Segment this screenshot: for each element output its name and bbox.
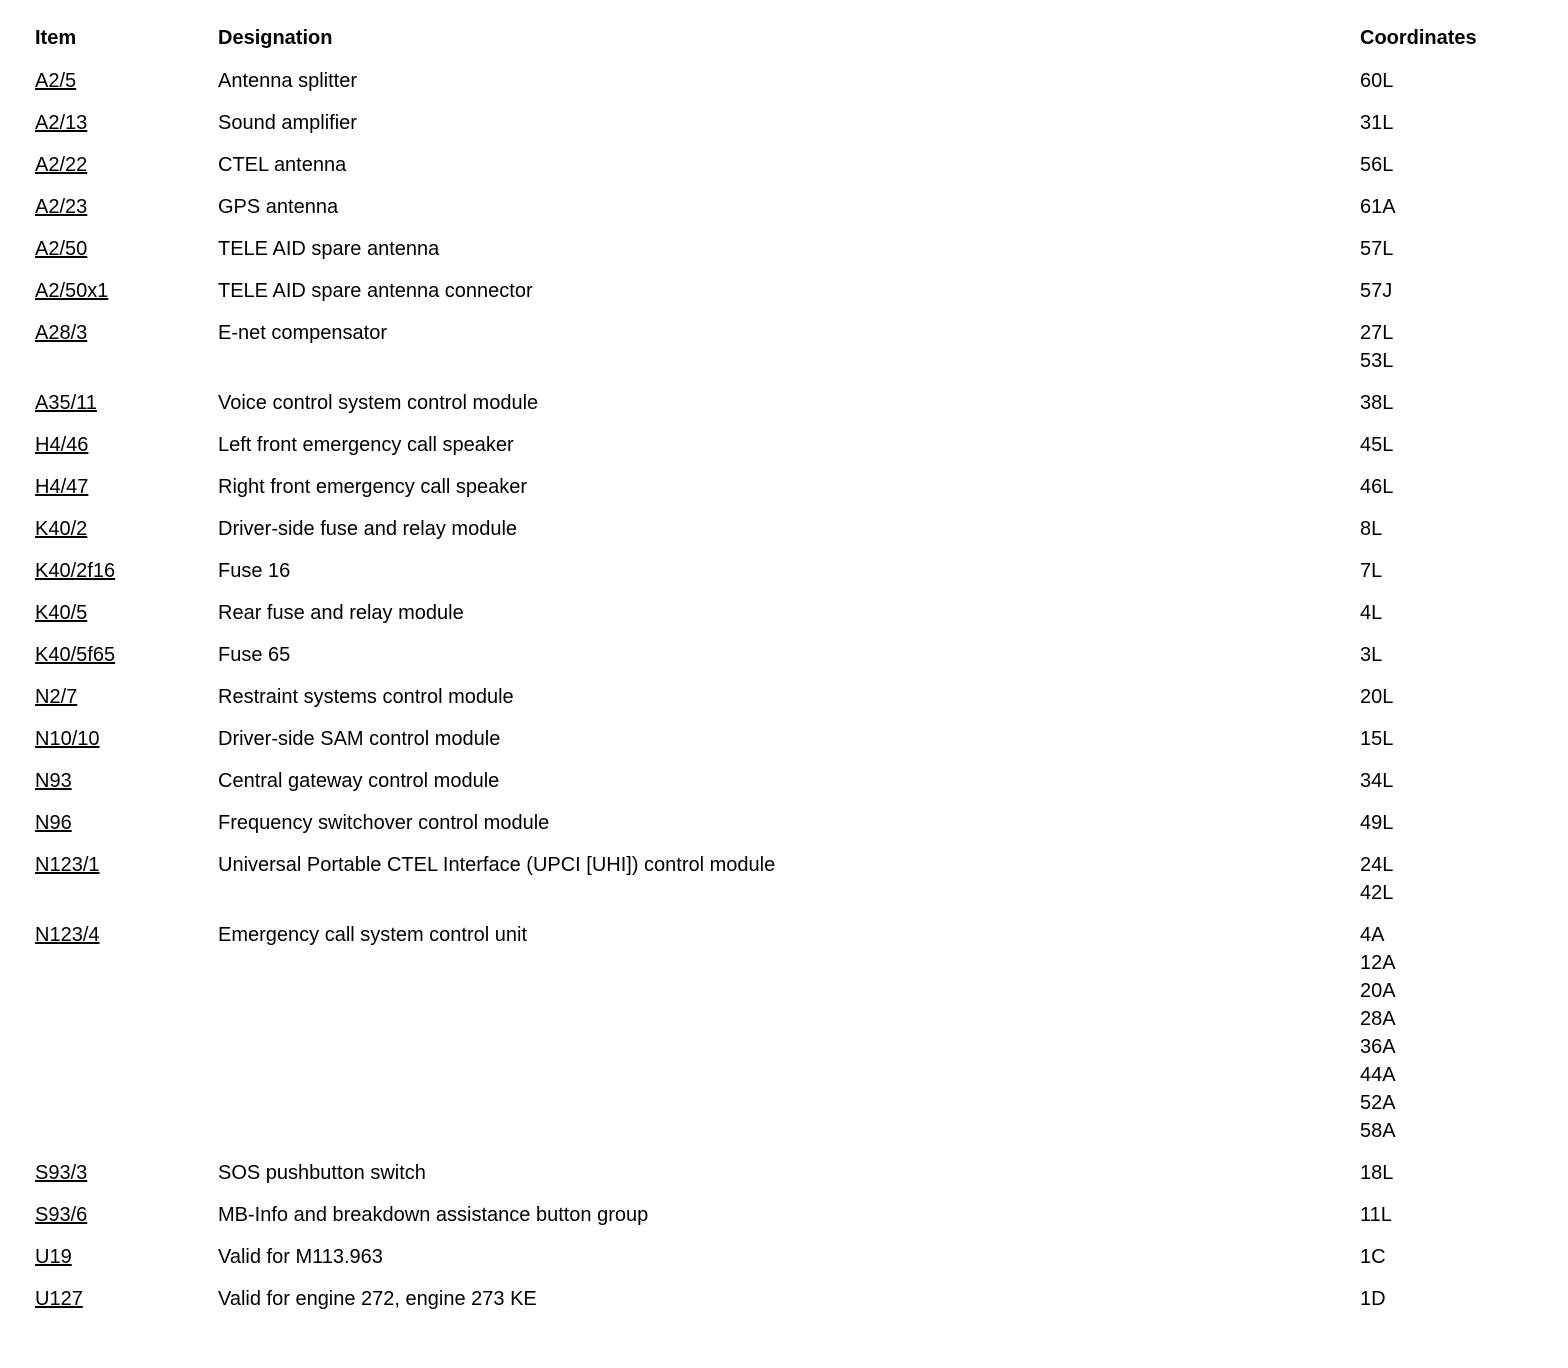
designation-text: Sound amplifier [218,112,357,134]
item-code-link[interactable]: A35/11 [35,392,97,414]
coordinates-cell [1360,235,1538,263]
designation-text: Voice control system control module [218,392,539,414]
table-header [35,24,1538,52]
designation-text: Valid for M113.963 [218,1246,383,1268]
designation-text: Restraint systems control module [218,686,514,708]
item-code-link[interactable]: N123/4 [35,924,100,946]
table-row [35,725,1538,753]
designation-text: Right front emergency call speaker [218,476,528,498]
coordinate-value: 20A [1360,980,1396,1002]
coordinates-cell [1360,641,1538,669]
coordinate-value: 7L [1360,560,1383,582]
coordinates-cell [1360,431,1538,459]
coordinate-value: 1D [1360,1288,1386,1310]
coordinates-cell [1360,921,1538,1145]
coordinate-value: 8L [1360,518,1383,540]
designation-text: SOS pushbutton switch [218,1162,426,1184]
item-code-link[interactable]: U19 [35,1246,72,1268]
coordinates-cell [1360,1243,1538,1271]
table-row [35,277,1538,305]
table-row [35,473,1538,501]
table-row [35,193,1538,221]
item-code-link[interactable]: S93/3 [35,1162,88,1184]
item-code-link[interactable]: K40/2 [35,518,88,540]
coordinate-value: 53L [1360,350,1394,372]
table-row [35,109,1538,137]
coordinate-value: 57L [1360,238,1394,260]
coordinates-cell [1360,557,1538,585]
item-code-link[interactable]: H4/46 [35,434,89,456]
designation-text: MB-Info and breakdown assistance button group [218,1204,649,1226]
designation-text: TELE AID spare antenna [218,238,440,260]
coordinates-cell [1360,851,1538,907]
coordinates-cell [1360,767,1538,795]
coordinates-cell [1360,277,1538,305]
item-code-link[interactable]: A2/5 [35,70,77,92]
coordinate-value: 38L [1360,392,1394,414]
table-row [35,389,1538,417]
designation-text: Driver-side fuse and relay module [218,518,518,540]
item-code-link[interactable]: N96 [35,812,72,834]
coordinate-value: 36A [1360,1036,1396,1058]
coordinates-cell [1360,151,1538,179]
designation-text: Frequency switchover control module [218,812,550,834]
table-row [35,809,1538,837]
table-row [35,319,1538,375]
table-body [35,67,1538,1313]
coordinate-value: 1C [1360,1246,1386,1268]
designation-text: Emergency call system control unit [218,924,528,946]
coordinate-value: 12A [1360,952,1396,974]
coordinates-cell [1360,515,1538,543]
item-code-link[interactable]: A2/50x1 [35,280,109,302]
coordinate-value: 56L [1360,154,1394,176]
table-row [35,767,1538,795]
designation-text: Universal Portable CTEL Interface (UPCI [UHI]) control module [218,854,776,876]
designation-text: GPS antenna [218,196,339,218]
item-code-link[interactable]: K40/5f65 [35,644,116,666]
table-row [35,151,1538,179]
table-row [35,641,1538,669]
coordinate-value: 58A [1360,1120,1396,1142]
designation-text: Central gateway control module [218,770,500,792]
coordinates-cell [1360,319,1538,375]
item-code-link[interactable]: A2/23 [35,196,88,218]
item-code-link[interactable]: U127 [35,1288,83,1310]
coordinate-value: 42L [1360,882,1394,904]
item-code-link[interactable]: S93/6 [35,1204,88,1226]
designation-text: Fuse 16 [218,560,291,582]
coordinates-cell [1360,599,1538,627]
item-code-link[interactable]: A28/3 [35,322,88,344]
coordinate-value: 11L [1360,1204,1392,1226]
coordinate-value: 31L [1360,112,1394,134]
coordinate-value: 18L [1360,1162,1394,1184]
coordinates-cell [1360,1285,1538,1313]
item-code-link[interactable]: H4/47 [35,476,89,498]
coordinates-cell [1360,473,1538,501]
item-code-link[interactable]: A2/50 [35,238,88,260]
item-code-link[interactable]: A2/13 [35,112,88,134]
item-code-link[interactable]: N2/7 [35,686,78,708]
coordinates-cell [1360,725,1538,753]
item-code-link[interactable]: A2/22 [35,154,88,176]
designation-text: Left front emergency call speaker [218,434,514,456]
table-row [35,1243,1538,1271]
designation-text: E-net compensator [218,322,387,344]
coordinates-cell [1360,109,1538,137]
item-code-link[interactable]: N10/10 [35,728,100,750]
table-row [35,599,1538,627]
coordinate-value: 60L [1360,70,1394,92]
coordinate-value: 46L [1360,476,1394,498]
designation-text: CTEL antenna [218,154,347,176]
coordinates-cell [1360,809,1538,837]
coordinate-value: 52A [1360,1092,1396,1114]
designation-text: Antenna splitter [218,70,357,92]
designation-text: Rear fuse and relay module [218,602,464,624]
designation-text: Fuse 65 [218,644,291,666]
table-row [35,235,1538,263]
column-header-item: Item [35,27,77,49]
table-row [35,851,1538,907]
column-header-designation: Designation [218,27,333,49]
designation-text: TELE AID spare antenna connector [218,280,533,302]
coordinate-value: 20L [1360,686,1394,708]
coordinates-cell [1360,683,1538,711]
coordinate-value: 34L [1360,770,1394,792]
coordinate-value: 45L [1360,434,1394,456]
coordinate-value: 4L [1360,602,1383,624]
table-row [35,683,1538,711]
coordinate-value: 24L [1360,854,1394,876]
coordinates-cell [1360,1201,1538,1229]
item-code-link[interactable]: K40/2f16 [35,560,116,582]
coordinate-value: 3L [1360,644,1383,666]
column-header-coordinates: Coordinates [1360,27,1477,49]
coordinate-value: 57J [1360,280,1393,302]
table-row [35,1201,1538,1229]
item-code-link[interactable]: N123/1 [35,854,100,876]
designation-text: Valid for engine 272, engine 273 KE [218,1288,537,1310]
item-code-link[interactable]: K40/5 [35,602,88,624]
designation-text: Driver-side SAM control module [218,728,501,750]
coordinates-cell [1360,389,1538,417]
coordinate-value: 27L [1360,322,1394,344]
coordinate-value: 4A [1360,924,1385,946]
table-row [35,921,1538,1145]
coordinate-value: 61A [1360,196,1396,218]
coordinate-value: 49L [1360,812,1394,834]
table-row [35,1285,1538,1313]
coordinates-cell [1360,193,1538,221]
coordinate-value: 28A [1360,1008,1396,1030]
table-row [35,431,1538,459]
coordinates-cell [1360,1159,1538,1187]
coordinate-value: 44A [1360,1064,1396,1086]
item-code-link[interactable]: N93 [35,770,72,792]
coordinate-value: 15L [1360,728,1394,750]
coordinates-cell [1360,67,1538,95]
table-row [35,515,1538,543]
table-row [35,67,1538,95]
table-row [35,1159,1538,1187]
table-row [35,557,1538,585]
